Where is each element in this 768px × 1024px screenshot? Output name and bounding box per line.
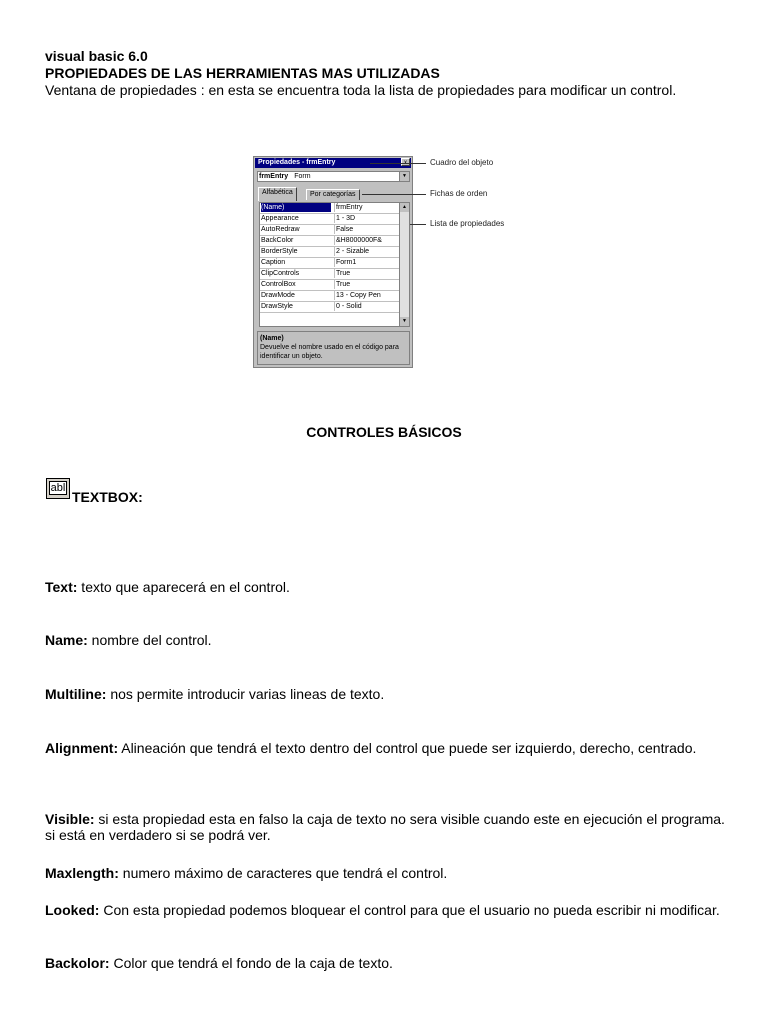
property-desc: nos permite introducir varias lineas de texto. bbox=[106, 686, 385, 702]
property-key: (Name) bbox=[261, 203, 331, 212]
property-key: Appearance bbox=[261, 215, 299, 222]
object-name: frmEntry bbox=[259, 173, 289, 180]
property-value: 13 - Copy Pen bbox=[334, 291, 402, 300]
property-value: 1 - 3D bbox=[334, 214, 402, 223]
scroll-down-icon: ▼ bbox=[400, 317, 409, 326]
property-row bbox=[260, 291, 401, 302]
property-name bbox=[45, 632, 725, 648]
property-value: &H8000000F& bbox=[334, 236, 402, 245]
property-row bbox=[260, 280, 401, 291]
property-row bbox=[260, 258, 401, 269]
property-term: Text: bbox=[45, 579, 78, 595]
textbox-icon-label: abl bbox=[50, 482, 66, 494]
property-desc: Con esta propiedad podemos bloquear el control para que el usuario no pueda escribir ni modificar. bbox=[99, 902, 720, 918]
property-key: BorderStyle bbox=[261, 248, 298, 255]
property-term: Looked: bbox=[45, 902, 100, 918]
property-row bbox=[260, 269, 401, 280]
callout-object-box: Cuadro del objeto bbox=[430, 158, 494, 167]
description-title: (Name) bbox=[260, 335, 284, 342]
property-row bbox=[260, 302, 401, 313]
property-alignment bbox=[45, 740, 725, 756]
property-list bbox=[259, 202, 410, 327]
object-combo bbox=[257, 171, 410, 182]
properties-window-title: Propiedades - frmEntry bbox=[255, 158, 411, 168]
property-desc: nombre del control. bbox=[87, 632, 212, 648]
property-key: DrawStyle bbox=[261, 303, 293, 310]
property-backcolor bbox=[45, 955, 725, 971]
property-term: Alignment: bbox=[45, 740, 119, 756]
property-value: 2 - Sizable bbox=[334, 247, 402, 256]
property-description bbox=[257, 331, 410, 365]
callout-line bbox=[410, 224, 426, 225]
property-row bbox=[260, 247, 401, 258]
property-visible bbox=[45, 811, 725, 843]
close-icon bbox=[401, 158, 410, 166]
property-looked bbox=[45, 902, 725, 918]
dropdown-arrow-icon: ▼ bbox=[399, 172, 409, 181]
property-key: BackColor bbox=[261, 237, 294, 244]
property-key: ClipControls bbox=[261, 270, 300, 277]
description-text: Devuelve el nombre usado en el código para identificar un objeto. bbox=[260, 344, 399, 360]
property-term: Visible: bbox=[45, 811, 95, 827]
property-value: Form1 bbox=[334, 258, 402, 267]
property-desc: si esta propiedad esta en falso la caja de texto no sera visible cuando este en ejecución el programa. si está en verdadero si se podrá ver. bbox=[45, 811, 725, 843]
property-row bbox=[260, 236, 401, 247]
property-value: False bbox=[334, 225, 402, 234]
property-term: Name: bbox=[45, 632, 88, 648]
section-title: CONTROLES BÁSICOS bbox=[306, 424, 462, 440]
property-term: Maxlength: bbox=[45, 865, 119, 881]
property-value: True bbox=[334, 269, 402, 278]
property-term: Backolor: bbox=[45, 955, 110, 971]
property-key: ControlBox bbox=[261, 281, 296, 288]
property-scrollbar bbox=[399, 203, 409, 326]
scroll-up-icon: ▲ bbox=[400, 203, 409, 212]
intro-paragraph: Ventana de propiedades : en esta se encuentra toda la lista de propiedades para modificar un control. bbox=[45, 82, 677, 98]
tab-categories: Por categorías bbox=[306, 189, 360, 200]
tab-alphabetic: Alfabética bbox=[258, 187, 297, 201]
property-key: DrawMode bbox=[261, 292, 295, 299]
property-row bbox=[260, 225, 401, 236]
textbox-heading: TEXTBOX: bbox=[72, 489, 143, 505]
property-desc: Alineación que tendrá el texto dentro del control que puede ser izquierdo, derecho, centrado. bbox=[118, 740, 697, 756]
callout-line bbox=[370, 163, 426, 164]
property-term: Multiline: bbox=[45, 686, 107, 702]
property-desc: numero máximo de caracteres que tendrá el control. bbox=[118, 865, 448, 881]
textbox-icon bbox=[46, 478, 70, 499]
doc-subtitle: PROPIEDADES DE LAS HERRAMIENTAS MAS UTILIZADAS bbox=[45, 65, 440, 81]
object-type: Form bbox=[294, 173, 311, 180]
property-key: AutoRedraw bbox=[261, 226, 300, 233]
property-row bbox=[260, 214, 401, 225]
property-row bbox=[260, 203, 401, 214]
property-multiline bbox=[45, 686, 725, 702]
property-key: Caption bbox=[261, 259, 286, 266]
property-value: True bbox=[334, 280, 402, 289]
callout-property-list: Lista de propiedades bbox=[430, 219, 505, 228]
property-value: frmEntry bbox=[334, 203, 402, 212]
property-text bbox=[45, 579, 725, 595]
callout-line bbox=[362, 194, 426, 195]
doc-title: visual basic 6.0 bbox=[45, 48, 148, 64]
property-desc: texto que aparecerá en el control. bbox=[77, 579, 290, 595]
property-desc: Color que tendrá el fondo de la caja de texto. bbox=[109, 955, 393, 971]
callout-tabs: Fichas de orden bbox=[430, 189, 488, 198]
properties-window-figure bbox=[253, 156, 413, 368]
property-value: 0 - Solid bbox=[334, 302, 402, 311]
property-maxlength bbox=[45, 865, 725, 881]
